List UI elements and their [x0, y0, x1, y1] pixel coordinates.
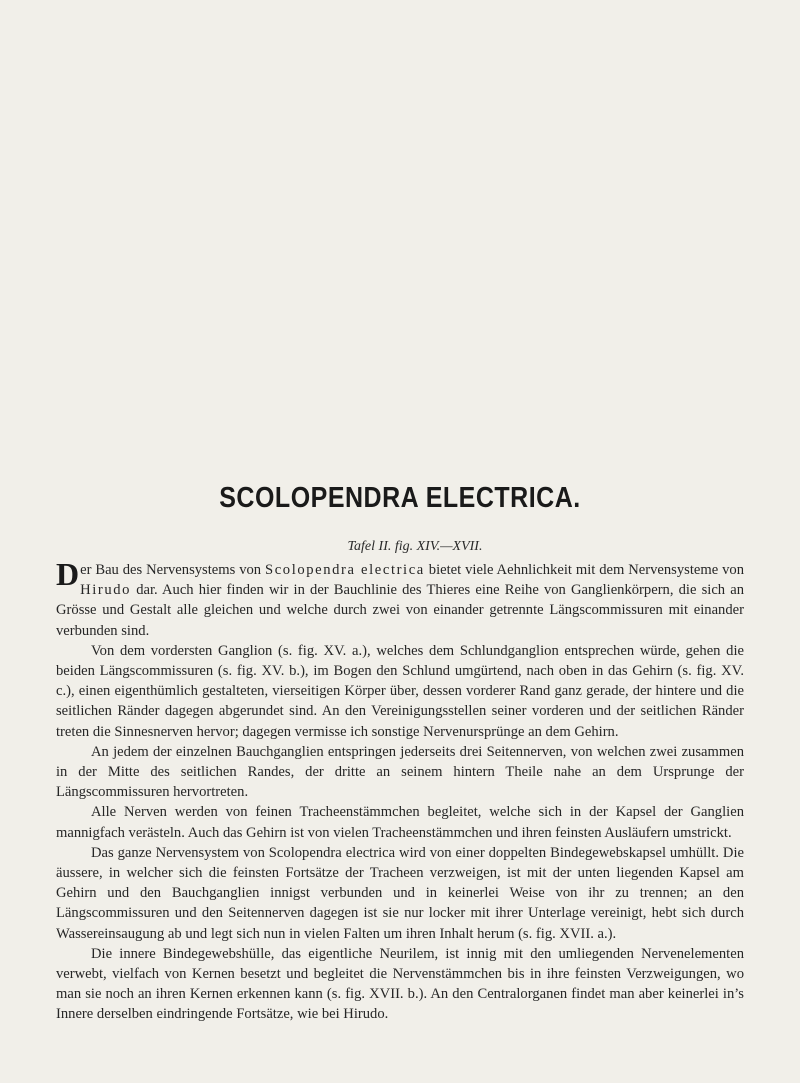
paragraph-2: Von dem vordersten Ganglion (s. fig. XV. a.), welches dem Schlundganglion entsprechen würde, gehen die beiden Längscommissuren (s. fig. XV. b.), im Bogen den Schlund umgürtend, nach oben in das Gehirn (s. fig. XV. c.), einen eigenthümlich gestalteten, vierseitigen Körper über, dessen vorderer Rand ganz gerade, der hintere und die seitlichen Ränder dagegen abgerundet sind. An den Vereinigungsstellen seiner vorderen und der seitlichen Ränder treten die Sinnesnerven hervor; dagegen vermisse ich sonstige Nervenursprünge an dem Gehirn. [56, 642, 744, 740]
paragraph-1-text-3: dar. Auch hier finden wir in der Bauchlinie des Thieres eine Reihe von Ganglienkörpern, die sich an Grösse und Gestalt alle gleichen und welche durch zwei von einander getrennte Längscommissuren mit einander verbunden sind. [56, 582, 744, 639]
page-title: SCOLOPENDRA ELECTRICA. [219, 481, 581, 515]
paragraph-5: Das ganze Nervensystem von Scolopendra electrica wird von einer doppelten Bindegewebskapsel umhüllt. Die äussere, in welcher sich die feinsten Fortsätze der Tracheen verzweigen, ist mit der unten liegenden Kapsel am Gehirn und den Bauchganglien innigst verbunden und in keinerlei Weise von ihr zu trennen; an den Längscommissuren und den Seitennerven dagegen ist sie nur locker mit ihrer Unterlage vereinigt, hebt sich durch Wassereinsaugung ab und legt sich nun in vielen Falten um ihren Inhalt herum (s. fig. XVII. a.). [56, 844, 744, 942]
paragraph-6: Die innere Bindegewebshülle, das eigentliche Neurilem, ist innig mit den umliegenden Nervenelementen verwebt, vielfach von Kernen besetzt und begleitet die Nervenstämmchen bis in ihre feinsten Verzweigungen, wo man sie noch an ihren Kernen erkennen kann (s. fig. XVII. b.). An den Centralorganen findet man aber keinerlei in’s Innere derselben eindringende Fortsätze, wie bei Hirudo. [56, 945, 744, 1023]
drop-cap: D [56, 556, 80, 592]
species-name: Scolopendra electrica [265, 562, 425, 578]
paragraph-1 [56, 556, 744, 641]
paragraph-1-text: er Bau des Nervensystems von [80, 562, 265, 578]
paragraph-3: An jedem der einzelnen Bauchganglien entspringen jederseits drei Seitennerven, von welchen zwei zusammen in der Mitte des seitlichen Randes, der dritte an seinem hintern Theile nahe an dem Ursprunge der Längscommissuren hervortreten. [56, 743, 744, 801]
paragraph-4: Alle Nerven werden von feinen Tracheenstämmchen begleitet, welche sich in der Kapsel der Ganglien mannigfach verästeln. Auch das Gehirn ist von vielen Tracheenstämmchen und ihren feinsten Ausläufern umstrickt. [56, 804, 744, 841]
paragraph-1-text-2: bietet viele Aehnlichkeit mit dem Nervensysteme von [424, 562, 744, 578]
plate-reference: Tafel II. fig. XIV.—XVII. [347, 539, 483, 554]
genus-name: Hirudo [80, 582, 132, 599]
body-text [56, 556, 744, 1025]
